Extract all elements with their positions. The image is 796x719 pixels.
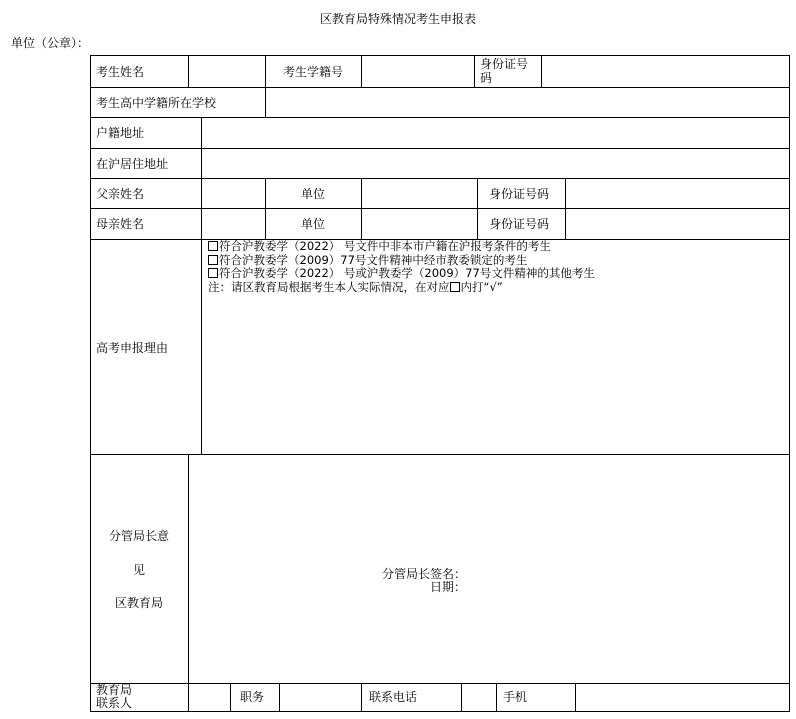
mother-unit-field[interactable] (362, 209, 477, 239)
reason-option-3-text: 符合沪教委学（2022） 号或沪教委学（2009）77号文件精神的其他考生 (219, 266, 595, 280)
mother-unit-label: 单位 (301, 217, 326, 231)
student-name-label: 考生姓名 (96, 65, 145, 79)
mother-id-label: 身份证号码 (489, 217, 550, 231)
student-reg-label: 考生学籍号 (283, 65, 344, 79)
student-id-label-line2: 码 (480, 71, 493, 85)
father-id-field[interactable] (566, 179, 789, 208)
checkbox-icon (450, 282, 460, 292)
col-divider (265, 55, 266, 88)
col-divider (496, 683, 497, 712)
unit-seal-label: 单位（公章）： (11, 36, 90, 50)
mobile-field[interactable] (576, 684, 789, 711)
student-name-field[interactable] (189, 56, 264, 87)
col-divider (265, 178, 266, 240)
checkbox-icon[interactable] (208, 241, 218, 251)
opinion-label-line3: 区教育局 (114, 596, 163, 610)
contact-person-label-line2: 联系人 (96, 696, 133, 710)
col-divider (477, 178, 478, 240)
mother-id-field[interactable] (566, 209, 789, 239)
col-divider (474, 55, 475, 88)
opinion-label-line1: 分管局长意 (108, 529, 169, 543)
father-name-field[interactable] (202, 179, 265, 208)
reason-option-2-text: 符合沪教委学（2009）77号文件精神中经市教委锁定的考生 (219, 252, 528, 267)
reason-option-1-text: 符合沪教委学（2022） 号文件中非本市户籍在沪报考条件的考生 (219, 239, 551, 253)
reason-option-1[interactable] (208, 240, 595, 254)
opinion-label-line2: 见 (132, 563, 145, 577)
reason-options (208, 240, 595, 294)
father-name-label: 父亲姓名 (96, 187, 145, 201)
student-id-label (480, 57, 528, 85)
col-divider (230, 683, 231, 712)
mother-name-field[interactable] (202, 209, 265, 239)
hukou-address-field[interactable] (202, 118, 789, 148)
residence-address-field[interactable] (202, 149, 789, 178)
student-id-field[interactable] (542, 56, 789, 87)
reason-option-3[interactable] (208, 267, 595, 281)
father-id-label: 身份证号码 (489, 187, 550, 201)
opinion-field[interactable] (189, 455, 789, 683)
phone-label: 联系电话 (369, 690, 418, 704)
reason-note-text: 注：请区教育局根据考生本人实际情况，在对应 (208, 279, 450, 294)
director-signature-label: 分管局长签名： (381, 567, 466, 581)
reason-label: 高考申报理由 (96, 341, 169, 355)
col-divider (361, 683, 362, 712)
checkbox-icon[interactable] (208, 268, 218, 278)
school-label: 考生高中学籍所在学校 (96, 96, 217, 110)
school-field[interactable] (266, 88, 789, 117)
contact-person-field[interactable] (189, 684, 230, 711)
mother-name-label: 母亲姓名 (96, 217, 145, 231)
reason-note-tail: 内打“√” (460, 279, 503, 294)
hukou-address-label: 户籍地址 (96, 126, 145, 140)
checkbox-icon[interactable] (208, 255, 218, 265)
date-label: 日期： (429, 580, 466, 594)
father-unit-label: 单位 (301, 187, 326, 201)
contact-person-label-line1: 教育局 (96, 683, 133, 697)
residence-address-label: 在沪居住地址 (96, 157, 169, 171)
position-field[interactable] (280, 684, 361, 711)
student-id-label-line1: 身份证号 (480, 57, 529, 71)
phone-field[interactable] (462, 684, 496, 711)
form-title: 区教育局特殊情况考生申报表 (319, 12, 476, 26)
father-unit-field[interactable] (362, 179, 477, 208)
reason-option-2[interactable] (208, 254, 595, 268)
contact-person-label (96, 684, 132, 710)
student-reg-field[interactable] (362, 56, 473, 87)
reason-note (208, 281, 595, 295)
mobile-label: 手机 (503, 690, 528, 704)
position-label: 职务 (240, 690, 265, 704)
